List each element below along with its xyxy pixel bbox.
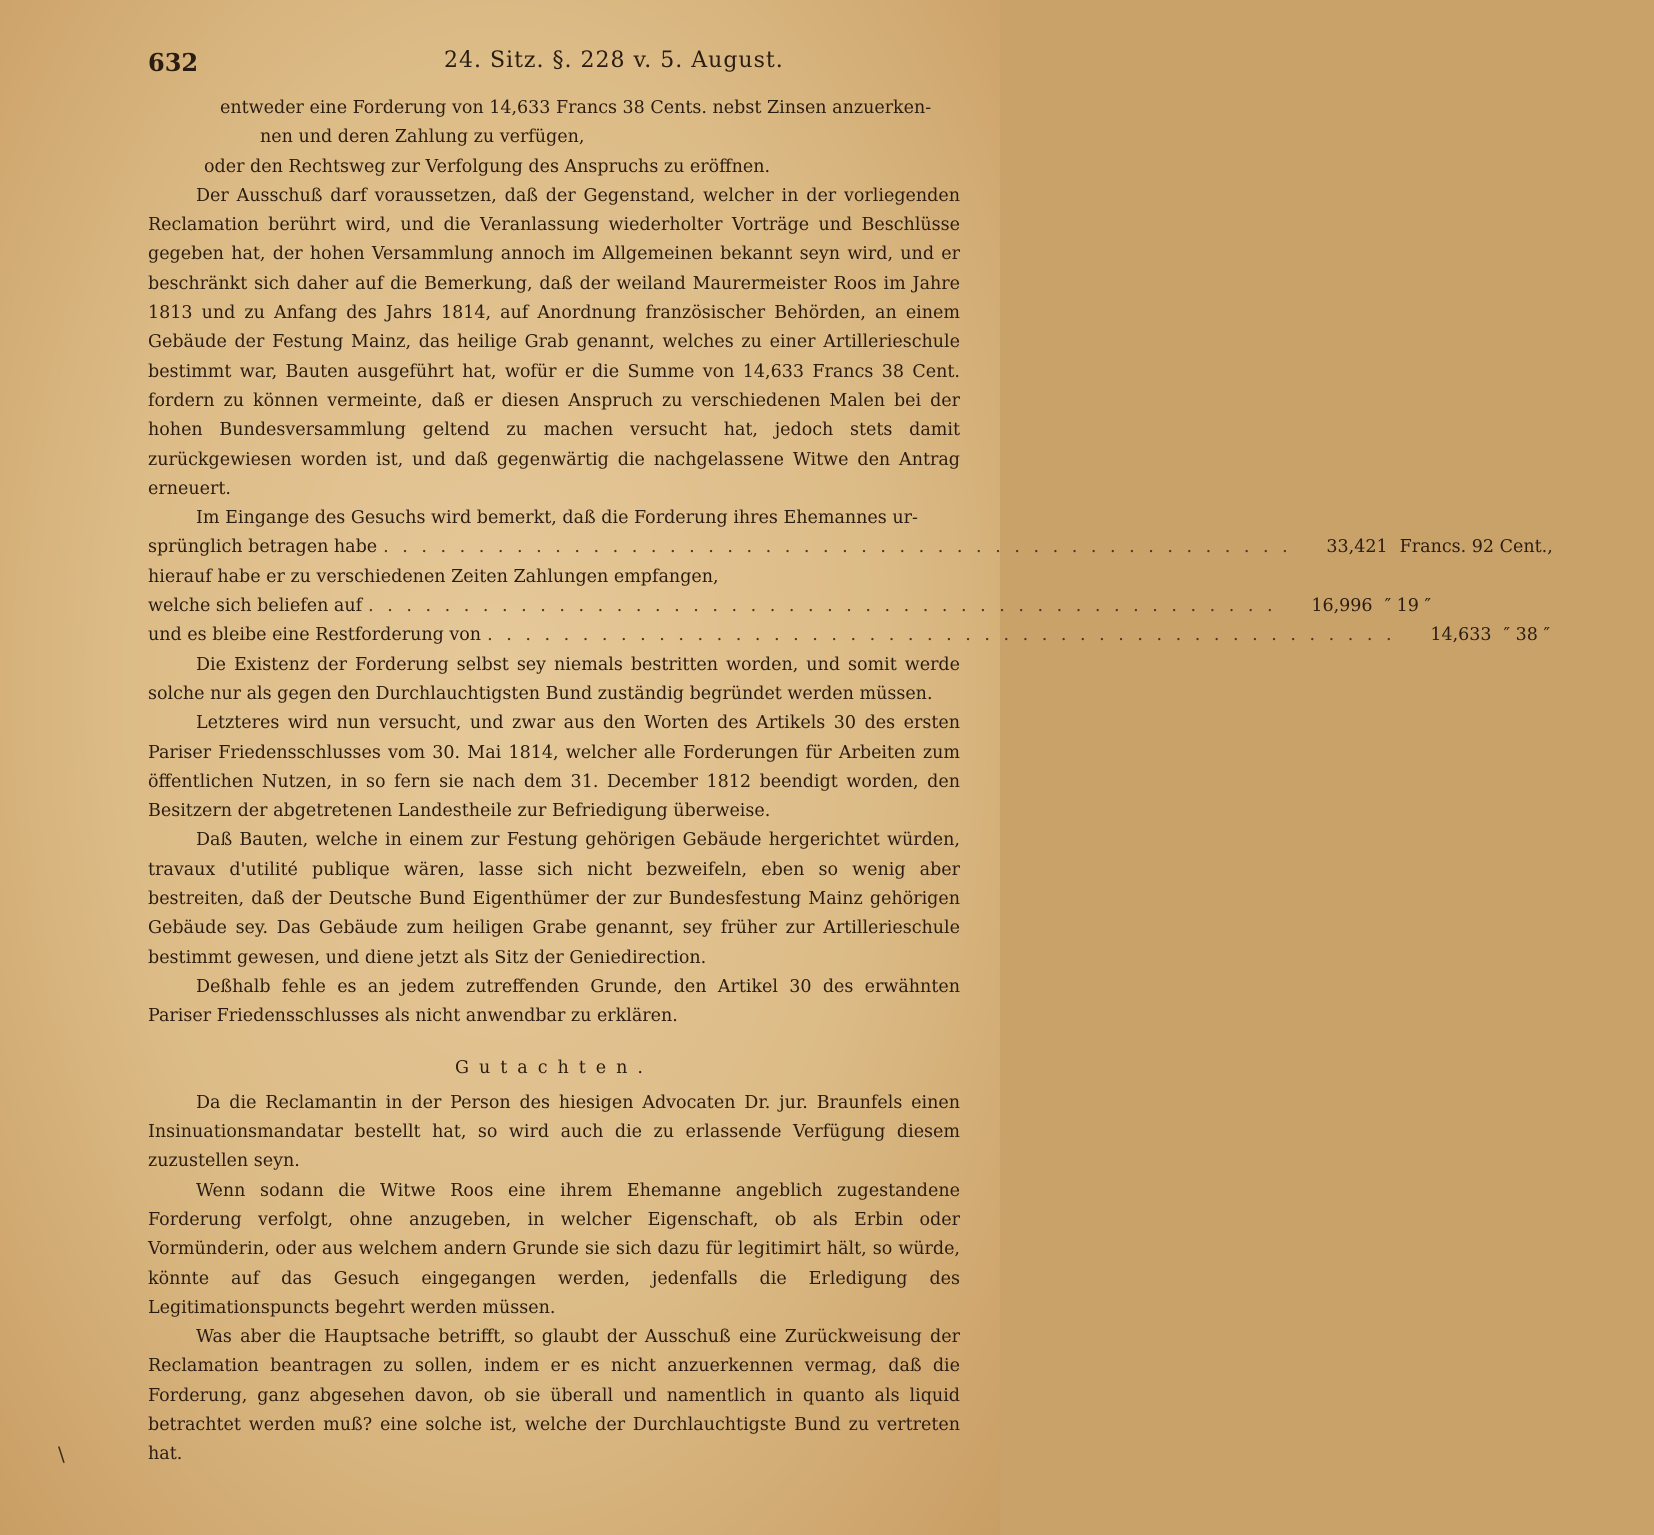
intro-line-2: nen und deren Zahlung zu verfügen,: [260, 127, 585, 148]
table-label: und es bleibe eine Restforderung von: [148, 625, 482, 646]
leader-dots: . . . . . . . . . . . . . . . . . . . . . . . . . . . . . . . . . . . . . . . . . . . . . . . .: [383, 537, 1292, 558]
margin-mark: \: [58, 1442, 65, 1466]
paragraph-2: Die Existenz der Forderung selbst sey niemals bestritten worden, und somit werde solche nur als gegen den Durchlauchtigsten Bund zuständig begründet werden müssen.: [148, 654, 960, 704]
paragraph-3: Letzteres wird nun versucht, und zwar aus den Worten des Artikels 30 des ersten Pariser Friedensschlusses vom 30. Mai 1814, welcher alle Forderungen für Arbeiten zum öffentlichen Nutzen, in so fern sie nach dem 31. December 1812 beendigt worden, den Besitzern der abgetretenen Landestheile zur Befriedigung überweise.: [148, 713, 960, 822]
table-unit: ″ 19 ″: [1384, 596, 1432, 617]
page-body: [148, 94, 1553, 1470]
amount-table: [148, 504, 1553, 650]
table-row: [148, 621, 1551, 650]
table-amount: 16,996: [1311, 596, 1373, 617]
running-title: 24. Sitz. §. 228 v. 5. August.: [444, 48, 784, 73]
table-row-text: Im Eingange des Gesuchs wird bemerkt, daß die Forderung ihres Ehemannes ur-: [196, 508, 918, 529]
paragraph-6: Da die Reclamantin in der Person des hiesigen Advocaten Dr. jur. Braunfels einen Insinuationsmandatar bestellt hat, so wird auch die zu erlassende Verfügung diesem zuzustellen seyn.: [148, 1092, 960, 1172]
section-title: Gutachten.: [454, 1057, 653, 1078]
table-unit: Francs. 92 Cent.,: [1399, 537, 1553, 558]
paragraph-5: Deßhalb fehle es an jedem zutreffenden Grunde, den Artikel 30 des erwähnten Pariser Friedensschlusses als nicht anwendbar zu erklären.: [148, 976, 960, 1027]
paragraph-1: Der Ausschuß darf voraussetzen, daß der Gegenstand, welcher in der vorliegenden Reclamation berührt wird, und die Veranlassung wiederholter Vorträge und Beschlüsse gegeben hat, der hohen Versammlung annoch im Allgemeinen bekannt seyn wird, und er beschränkt sich daher auf die Bemerkung, daß der weiland Maurermeister Roos im Jahre 1813 und zu Anfang des Jahrs 1814, auf Anordnung französischer Behörden, an einem Gebäude der Festung Mainz, das heilige Grab genannt, welches zu einer Artillerieschule bestimmt war, Bauten ausgeführt hat, wofür er die Summe von 14,633 Francs 38 Cent. fordern zu können vermeinte, daß er diesen Anspruch zu verschiedenen Malen bei der hohen Bundesversammlung geltend zu machen versucht hat, jedoch stets damit zurückgewiesen worden ist, und daß gegenwärtig die nachgelassene Witwe den Antrag erneuert.: [148, 185, 960, 499]
table-row: [148, 563, 960, 592]
leader-dots: . . . . . . . . . . . . . . . . . . . . . . . . . . . . . . . . . . . . . . . . . . . . . . . .: [368, 596, 1277, 617]
leader-dots: . . . . . . . . . . . . . . . . . . . . . . . . . . . . . . . . . . . . . . . . . . . . . . . .: [487, 625, 1396, 646]
table-unit: ″ 38 ″: [1503, 625, 1551, 646]
intro-line-1: entweder eine Forderung von 14,633 Francs 38 Cents. nebst Zinsen anzuerken-: [220, 98, 932, 118]
table-amount: 14,633: [1430, 625, 1492, 646]
page-header: [148, 48, 960, 88]
table-label: sprünglich betragen habe: [148, 537, 378, 558]
table-row: [148, 533, 1553, 562]
intro-line-3: oder den Rechtsweg zur Verfolgung des Anspruchs zu eröffnen.: [204, 156, 771, 177]
paragraph-7: Wenn sodann die Witwe Roos eine ihrem Ehemanne angeblich zugestandene Forderung verfolgt, ohne anzugeben, in welcher Eigenschaft, ob als Erbin oder Vormünderin, oder aus welchem andern Grunde sie sich dazu für legitimirt hält, so würde, könnte auf das Gesuch eingegangen werden, jedenfalls die Erledigung des Legitimationspuncts begehrt werden müssen.: [148, 1180, 960, 1318]
page-number: 632: [148, 48, 199, 77]
table-row: [148, 592, 1432, 621]
table-label: welche sich beliefen auf: [148, 596, 363, 617]
table-row-text: hierauf habe er zu verschiedenen Zeiten Zahlungen empfangen,: [148, 566, 719, 587]
table-row: [148, 504, 960, 533]
table-amount: 33,421: [1326, 537, 1388, 558]
paragraph-8: Was aber die Hauptsache betrifft, so glaubt der Ausschuß eine Zurückweisung der Reclamation beantragen zu sollen, indem er es nicht anzuerkennen vermag, daß die Forderung, ganz abgesehen davon, ob sie überall und namentlich in quanto als liquid betrachtet werden muß? eine solche ist, welche der Durchlauchtigste Bund zu vertreten hat.: [148, 1327, 960, 1465]
intro-options: [148, 94, 960, 182]
paragraph-4: Daß Bauten, welche in einem zur Festung gehörigen Gebäude hergerichtet würden, travaux d'utilité publique wären, lasse sich nicht bezweifeln, eben so wenig aber bestreiten, daß der Deutsche Bund Eigenthümer der zur Bundesfestung Mainz gehörigen Gebäude sey. Das Gebäude zum heiligen Grabe genannt, sey früher zur Artillerieschule bestimmt gewesen, und diene jetzt als Sitz der Geniedirection.: [148, 830, 960, 968]
